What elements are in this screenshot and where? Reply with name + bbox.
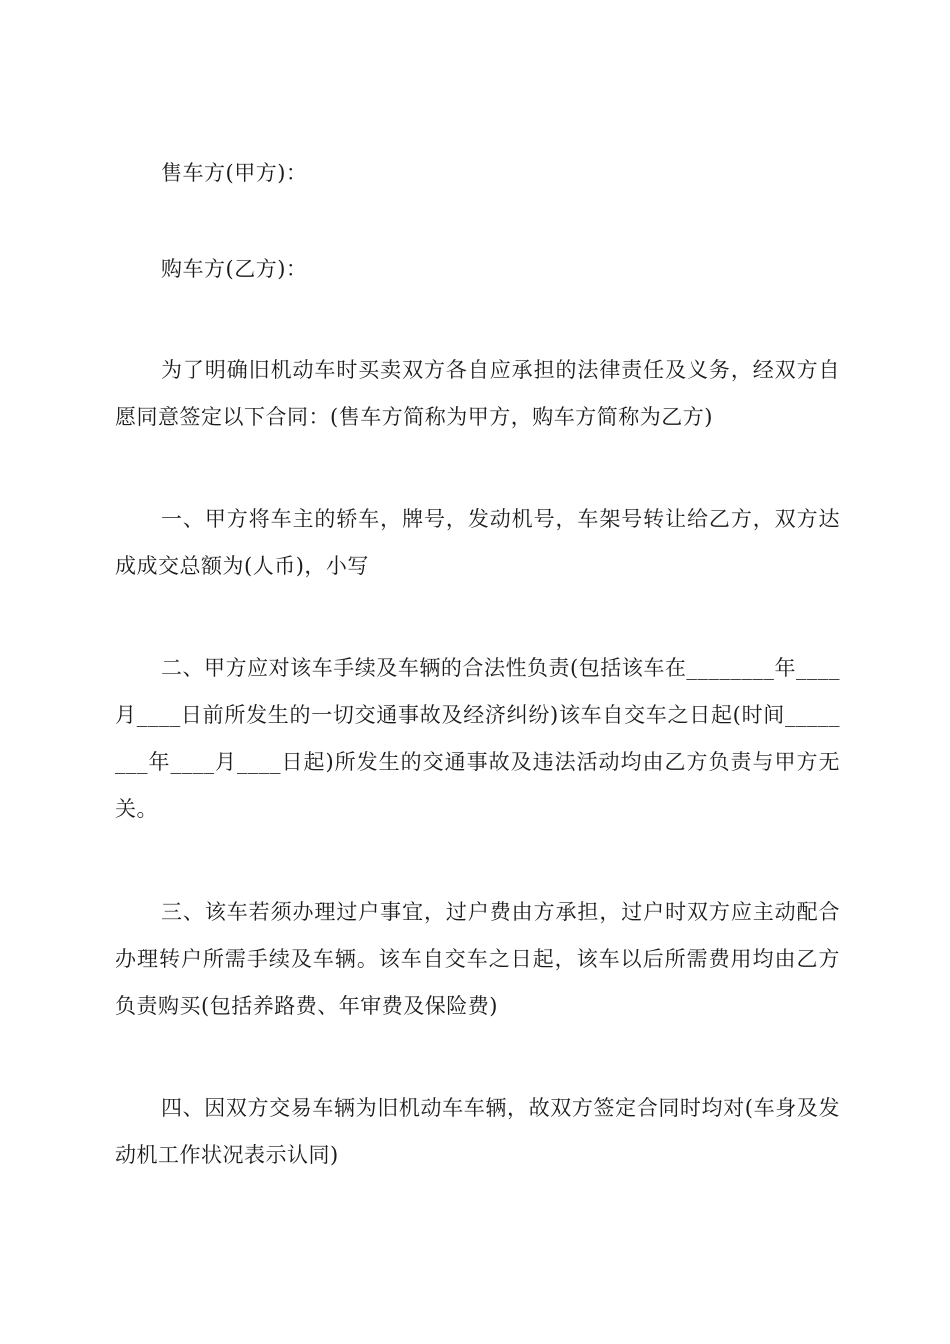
clause-three: 三、该车若须办理过户事宜，过户费由方承担，过户时双方应主动配合办理转户所需手续及车辆。该车自交车之日起，该车以后所需费用均由乙方负责购买(包括养路费、年审费及保险费) — [115, 900, 840, 1018]
clause-four: 四、因双方交易车辆为旧机动车车辆，故双方签定合同时均对(车身及发动机工作状况表示认同) — [115, 1096, 840, 1167]
intro-paragraph: 为了明确旧机动车时买卖双方各自应承担的法律责任及义务，经双方自愿同意签定以下合同：(售车方简称为甲方，购车方简称为乙方) — [115, 358, 840, 429]
buyer-party-line: 购车方(乙方)： — [161, 257, 308, 281]
clause-two: 二、甲方应对该车手续及车辆的合法性负责(包括该车在________年____月____日前所发生的一切交通事故及经济纠纷)该车自交车之日起(时间________年____月____日起)所发生的交通事故及违法活动均由乙方负责与甲方无关。 — [115, 656, 840, 821]
clause-one: 一、甲方将车主的轿车，牌号，发动机号，车架号转让给乙方，双方达成成交总额为(人币)，小写 — [115, 507, 840, 578]
seller-party-line: 售车方(甲方)： — [161, 161, 308, 185]
